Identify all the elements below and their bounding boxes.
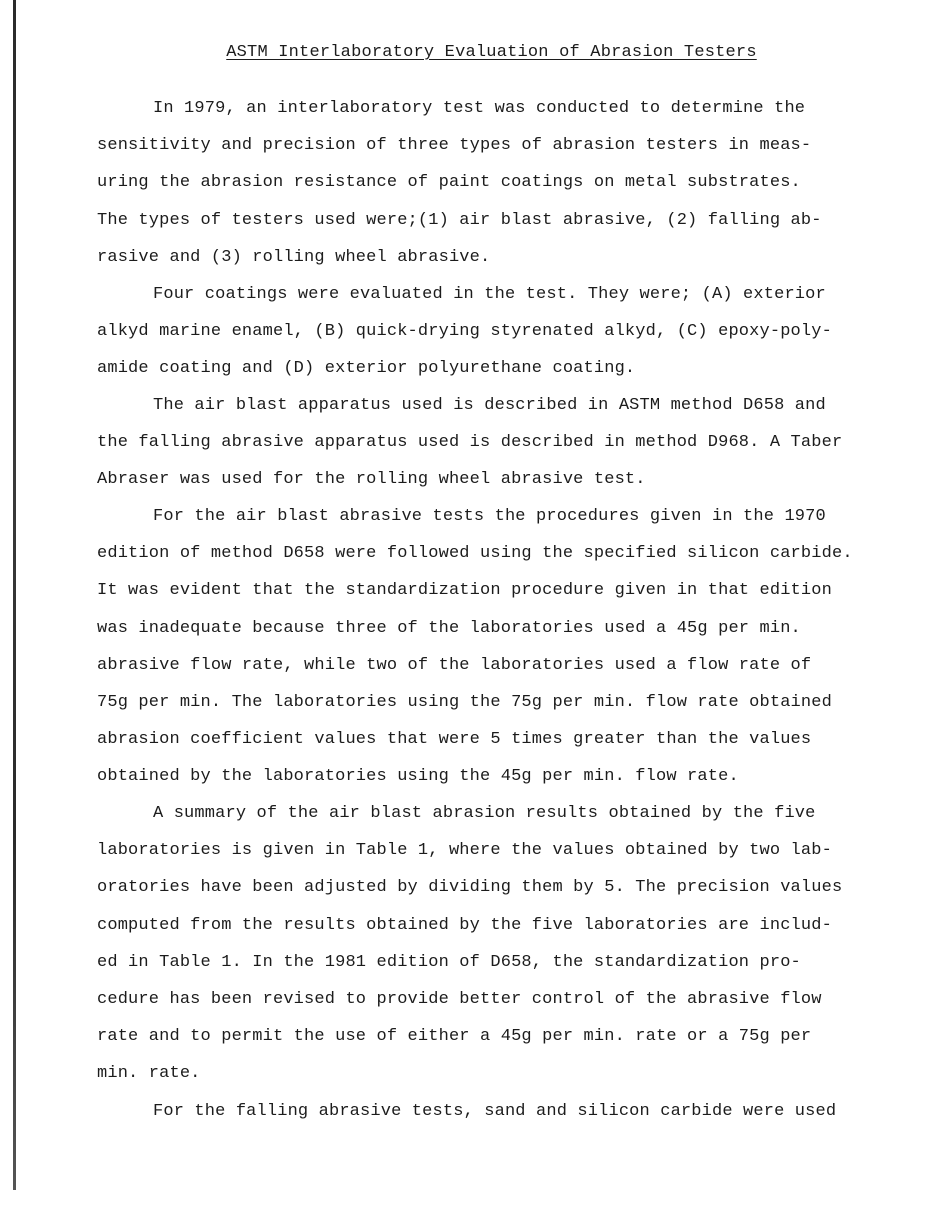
paragraph-line: abrasive flow rate, while two of the laboratories used a flow rate of [97, 655, 812, 675]
paragraph-line: uring the abrasion resistance of paint coatings on metal substrates. [97, 173, 801, 193]
paragraph-line: The air blast apparatus used is described in ASTM method D658 and [153, 396, 826, 415]
paragraph-line: ed in Table 1. In the 1981 edition of D658, the standardization pro- [97, 952, 801, 972]
paragraph-line: Abraser was used for the rolling wheel abrasive test. [97, 470, 646, 490]
paragraph-line: sensitivity and precision of three types of abrasion testers in meas- [97, 136, 812, 156]
page-binding-edge [13, 0, 16, 1190]
paragraph-line: was inadequate because three of the laboratories used a 45g per min. [97, 618, 801, 638]
paragraph-line: cedure has been revised to provide better control of the abrasive flow [97, 990, 822, 1010]
paragraph-3 [97, 387, 907, 499]
paragraph-line: oratories have been adjusted by dividing them by 5. The precision values [97, 878, 843, 898]
paragraph-1 [97, 90, 907, 276]
paragraph-line: abrasion coefficient values that were 5 times greater than the values [97, 730, 812, 750]
paragraph-line: A summary of the air blast abrasion results obtained by the five [153, 804, 816, 823]
paragraph-line: rate and to permit the use of either a 45g per min. rate or a 75g per [97, 1027, 812, 1047]
paragraph-line: computed from the results obtained by the five laboratories are includ- [97, 915, 832, 935]
paragraph-line: obtained by the laboratories using the 45g per min. flow rate. [97, 767, 739, 787]
paragraph-line: laboratories is given in Table 1, where the values obtained by two lab- [97, 841, 832, 861]
paragraph-line: rasive and (3) rolling wheel abrasive. [97, 247, 491, 267]
paragraph-line: amide coating and (D) exterior polyurethane coating. [97, 359, 636, 379]
paragraph-line: the falling abrasive apparatus used is described in method D968. A Taber [97, 433, 843, 453]
paragraph-line: alkyd marine enamel, (B) quick-drying styrenated alkyd, (C) epoxy-poly- [97, 322, 832, 342]
paragraph-line: For the falling abrasive tests, sand and silicon carbide were used [153, 1102, 837, 1121]
paragraph-line: For the air blast abrasive tests the procedures given in the 1970 [153, 507, 826, 526]
paragraph-line: 75g per min. The laboratories using the 75g per min. flow rate obtained [97, 693, 832, 713]
paragraph-2 [97, 276, 907, 388]
document-title: ASTM Interlaboratory Evaluation of Abrasion Testers [226, 43, 757, 62]
paragraph-5 [97, 795, 907, 1093]
paragraph-line: min. rate. [97, 1064, 201, 1084]
paragraph-6 [97, 1093, 907, 1130]
paragraph-line: The types of testers used were;(1) air blast abrasive, (2) falling ab- [97, 210, 822, 230]
paragraph-line: It was evident that the standardization procedure given in that edition [97, 581, 832, 601]
paragraph-line: In 1979, an interlaboratory test was conducted to determine the [153, 99, 806, 118]
paragraph-line: edition of method D658 were followed using the specified silicon carbide. [97, 544, 853, 564]
paragraph-4 [97, 498, 907, 796]
paragraph-line: Four coatings were evaluated in the test. They were; (A) exterior [153, 285, 826, 304]
